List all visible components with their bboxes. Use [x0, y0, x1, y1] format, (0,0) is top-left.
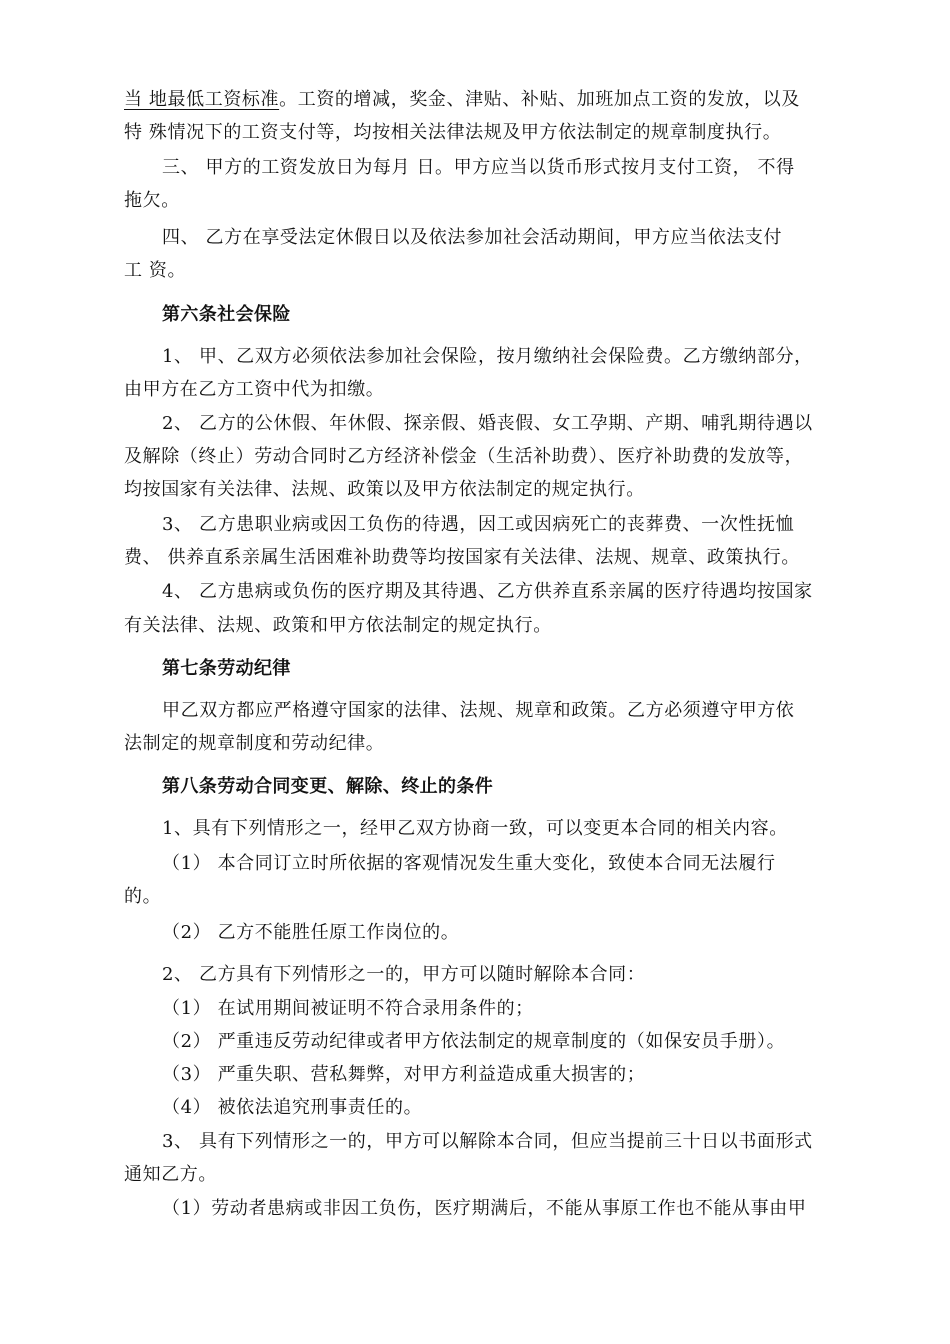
text-line: （2） 乙方不能胜任原工作岗位的。 — [162, 922, 460, 943]
text-line: 1、具有下列情形之一，经甲乙双方协商一致，可以变更本合同的相关内容。 — [162, 818, 788, 839]
text-line: （1） 本合同订立时所依据的客观情况发生重大变化，致使本合同无法履行 — [162, 853, 776, 874]
text-line: 通知乙方。 — [124, 1164, 217, 1185]
text-line: 由甲方在乙方工资中代为扣缴。 — [124, 379, 385, 400]
text-line: 法制定的规章制度和劳动纪律。 — [124, 733, 385, 754]
text-line: 3、 乙方患职业病或因工负伤的待遇，因工或因病死亡的丧葬费、一次性抚恤 — [162, 514, 795, 535]
text-line: 工 资。 — [124, 260, 187, 281]
text-line: 四、 乙方在享受法定休假日以及依法参加社会活动期间，甲方应当依法支付 — [162, 227, 783, 248]
text-line: （2） 严重违反劳动纪律或者甲方依法制定的规章制度的（如保安员手册）。 — [162, 1031, 786, 1052]
text-line: 三、 甲方的工资发放日为每月 日。甲方应当以货币形式按月支付工资， 不得 — [162, 157, 795, 178]
text-line: 特 殊情况下的工资支付等，均按相关法律法规及甲方依法制定的规章制度执行。 — [124, 122, 782, 143]
text-line: 2、 乙方具有下列情形之一的，甲方可以随时解除本合同： — [162, 964, 646, 985]
text-line: 3、 具有下列情形之一的，甲方可以解除本合同，但应当提前三十日以书面形式 — [162, 1131, 813, 1152]
text-line — [124, 87, 844, 113]
text-line: 拖欠。 — [124, 190, 180, 211]
text-line: （4） 被依法追究刑事责任的。 — [162, 1097, 423, 1118]
section-heading: 第八条劳动合同变更、解除、终止的条件 — [162, 776, 494, 797]
text-line: （3） 严重失职、营私舞弊，对甲方利益造成重大损害的； — [162, 1064, 646, 1085]
text-line: 有关法律、法规、政策和甲方依法制定的规定执行。 — [124, 615, 552, 636]
section-heading: 第六条社会保险 — [162, 304, 291, 325]
text-line: 2、 乙方的公休假、年休假、探亲假、婚丧假、女工孕期、产期、哺乳期待遇以 — [162, 413, 813, 434]
text-line: 费、 供养直系亲属生活困难补助费等均按国家有关法律、法规、规章、政策执行。 — [124, 547, 800, 568]
text-line: 4、 乙方患病或负伤的医疗期及其待遇、乙方供养直系亲属的医疗待遇均按国家 — [162, 581, 813, 602]
underlined-phrase: 当 地最低工资标准 — [124, 89, 280, 110]
line-text: 。工资的增减，奖金、津贴、补贴、加班加点工资的发放，以及 — [279, 89, 800, 110]
text-line: （1） 在试用期间被证明不符合录用条件的； — [162, 998, 534, 1019]
section-heading: 第七条劳动纪律 — [162, 658, 291, 679]
text-line: 甲乙双方都应严格遵守国家的法律、法规、规章和政策。乙方必须遵守甲方依 — [162, 700, 795, 721]
text-line: 及解除（终止）劳动合同时乙方经济补偿金（生活补助费）、医疗补助费的发放等， — [124, 446, 804, 467]
text-line: 的。 — [124, 886, 162, 907]
text-line: 1、 甲、乙双方必须依法参加社会保险，按月缴纳社会保险费。乙方缴纳部分， — [162, 346, 813, 367]
text-line: 均按国家有关法律、法规、政策以及甲方依法制定的规定执行。 — [124, 479, 645, 500]
text-line: （1）劳动者患病或非因工负伤，医疗期满后，不能从事原工作也不能从事由甲 — [162, 1198, 807, 1219]
